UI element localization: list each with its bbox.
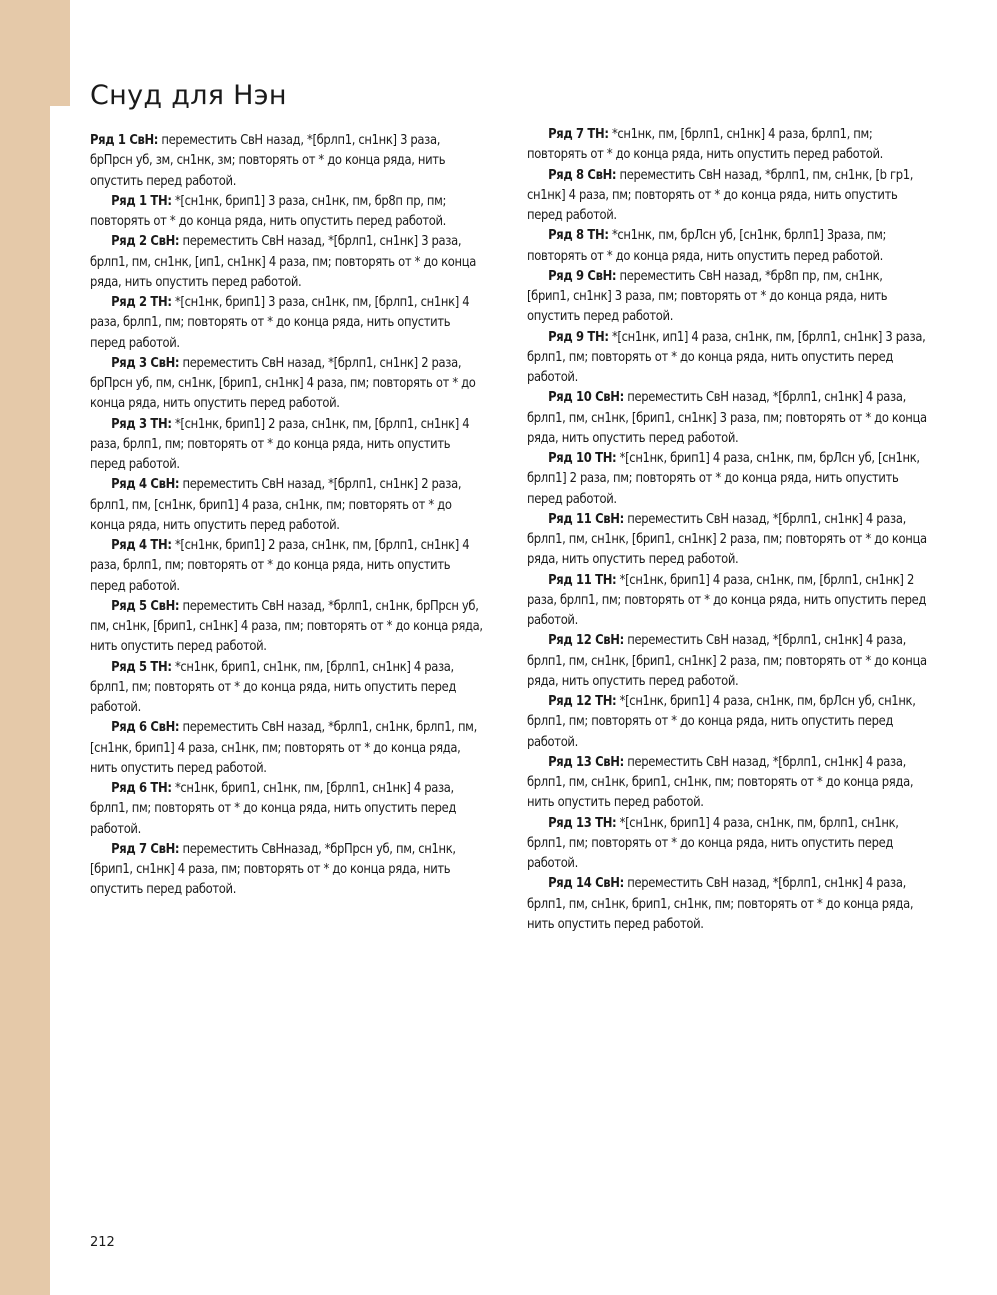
instruction-row <box>90 779 486 840</box>
page-margin-band <box>0 0 50 1295</box>
instruction-row <box>527 631 927 692</box>
row-label: Ряд 12 ТН: <box>548 694 617 709</box>
row-label: Ряд 5 ТН: <box>111 659 172 675</box>
instruction-row <box>90 192 486 233</box>
row-label: Ряд 6 ТН: <box>111 781 172 796</box>
page-title: Снуд для Нэн <box>90 80 287 111</box>
row-text: *сн1нк, брип1, сн1нк, пм, [брлп1, сн1нк] 4 раза, брлп1, пм; повторять от * до конца ряда, нить опустить перед работой. <box>90 781 457 837</box>
instruction-row <box>527 692 927 753</box>
row-text: переместить СвН назад, *[брлп1, сн1нк] 2 раза, брлп1, пм, [сн1нк, брип1] 4 раза, сн1нк, пм; повторять от * до конца ряда, нить опустить перед работой. <box>90 477 462 533</box>
row-label: Ряд 8 ТН: <box>548 228 609 244</box>
instruction-row <box>527 125 927 166</box>
right-column <box>527 125 927 935</box>
row-text: *сн1нк, пм, брЛсн уб, [сн1нк, брлп1] 3раза, пм; повторять от * до конца ряда, нить опустить перед работой. <box>527 228 887 264</box>
row-text: переместить СвН назад, *[брлп1, сн1нк] 4 раза, брлп1, пм, сн1нк, брип1, сн1нк, пм; повторять от * до конца ряда, нить опустить перед работой. <box>527 754 914 811</box>
row-label: Ряд 9 СвН: <box>548 268 617 284</box>
row-text: *[сн1нк, брип1] 3 раза, сн1нк, пм, бр8п пр, пм; повторять от * до конца ряда, нить опустить перед работой. <box>90 193 447 229</box>
row-label: Ряд 2 СвН: <box>111 234 180 250</box>
instruction-row <box>527 814 927 875</box>
row-label: Ряд 7 СвН: <box>111 841 180 857</box>
instruction-row <box>527 328 927 389</box>
instruction-row <box>527 449 927 510</box>
instruction-row <box>90 293 486 354</box>
row-label: Ряд 3 ТН: <box>111 416 172 432</box>
instruction-row <box>527 267 927 328</box>
row-label: Ряд 9 ТН: <box>548 329 609 345</box>
row-text: переместить СвН назад, *[брлп1, сн1нк] 4 раза, брлп1, пм, сн1нк, [брип1, сн1нк] 2 раза, пм; повторять от * до конца ряда, нить опустить перед работой. <box>527 633 927 689</box>
page-margin-band-top <box>50 0 70 106</box>
row-label: Ряд 11 ТН: <box>548 572 617 588</box>
instruction-row <box>90 354 486 415</box>
row-label: Ряд 1 СвН: <box>90 133 159 148</box>
instruction-row <box>90 232 486 293</box>
row-text: *[сн1нк, брип1] 2 раза, сн1нк, пм, [брлп1, сн1нк] 4 раза, брлп1, пм; повторять от * до конца ряда, нить опустить перед работой. <box>90 416 470 472</box>
row-label: Ряд 4 СвН: <box>111 477 180 493</box>
row-label: Ряд 13 СвН: <box>548 754 624 770</box>
row-text: *сн1нк, брип1, сн1нк, пм, [брлп1, сн1нк] 4 раза, брлп1, пм; повторять от * до конца ряда, нить опустить перед работой. <box>90 659 457 715</box>
instruction-row <box>527 388 927 449</box>
row-text: переместить СвН назад, *[брлп1, сн1нк] 2 раза, брПрсн уб, пм, сн1нк, [брип1, сн1нк] 4 раза, пм; повторять от * до конца ряда, нить опустить перед работой. <box>90 355 476 412</box>
instruction-row <box>527 510 927 571</box>
row-label: Ряд 13 ТН: <box>548 815 617 831</box>
row-label: Ряд 2 ТН: <box>111 295 172 310</box>
row-label: Ряд 7 ТН: <box>548 127 609 142</box>
row-label: Ряд 4 ТН: <box>111 538 172 553</box>
row-text: *[сн1нк, брип1] 4 раза, сн1нк, пм, брЛсн уб, сн1нк, брлп1, пм; повторять от * до конца ряда, нить опустить перед работой. <box>527 694 916 750</box>
row-text: *[сн1нк, ип1] 4 раза, сн1нк, пм, [брлп1, сн1нк] 3 раза, брлп1, пм; повторять от * до конца ряда, нить опустить перед работой. <box>527 329 926 385</box>
instruction-row <box>527 874 927 935</box>
row-text: переместить СвН назад, *брлп1, пм, сн1нк, [b гр1, сн1нк] 4 раза, пм; повторять от * до конца ряда, нить опустить перед работой. <box>527 167 914 223</box>
row-text: переместить СвН назад, *[брлп1, сн1нк] 3 раза, брПрсн уб, зм, сн1нк, зм; повторять от * до конца ряда, нить опустить перед работой. <box>90 133 446 189</box>
row-label: Ряд 8 СвН: <box>548 167 617 183</box>
page-number: 212 <box>90 1235 115 1250</box>
row-text: переместить СвН назад, *бр8п пр, пм, сн1нк, [брип1, сн1нк] 3 раза, пм; повторять от * до конца ряда, нить опустить перед работой. <box>527 268 888 325</box>
instruction-row <box>90 840 486 901</box>
row-label: Ряд 6 СвН: <box>111 720 180 736</box>
row-text: *[сн1нк, брип1] 4 раза, сн1нк, пм, [брлп1, сн1нк] 2 раза, брлп1, пм; повторять от * до конца ряда, нить опустить перед работой. <box>527 572 927 628</box>
row-text: переместить СвН назад, *брлп1, сн1нк, брПрсн уб, пм, сн1нк, [брип1, сн1нк] 4 раза, пм; повторять от * до конца ряда, нить опустить перед работой. <box>90 598 483 655</box>
row-text: переместить СвН назад, *[брлп1, сн1нк] 4 раза, брлп1, пм, сн1нк, [брип1, сн1нк] 3 раза, пм; повторять от * до конца ряда, нить опустить перед работой. <box>527 390 927 446</box>
row-text: переместить СвН назад, *брлп1, сн1нк, брлп1, пм, [сн1нк, брип1] 4 раза, сн1нк, пм; повторять от * до конца ряда, нить опустить перед работой. <box>90 720 477 776</box>
instruction-row <box>90 597 486 658</box>
instruction-row <box>90 415 486 476</box>
row-label: Ряд 12 СвН: <box>548 633 624 649</box>
row-text: *[сн1нк, брип1] 3 раза, сн1нк, пм, [брлп1, сн1нк] 4 раза, брлп1, пм; повторять от * до конца ряда, нить опустить перед работой. <box>90 295 470 351</box>
row-label: Ряд 10 СвН: <box>548 390 624 406</box>
row-text: *[сн1нк, брип1] 2 раза, сн1нк, пм, [брлп1, сн1нк] 4 раза, брлп1, пм; повторять от * до конца ряда, нить опустить перед работой. <box>90 538 470 594</box>
instruction-row <box>527 166 927 227</box>
row-label: Ряд 10 ТН: <box>548 451 617 466</box>
row-label: Ряд 14 СвН: <box>548 876 624 892</box>
row-label: Ряд 11 СвН: <box>548 511 624 527</box>
instruction-row <box>527 226 927 267</box>
row-text: переместить СвНназад, *брПрсн уб, пм, сн1нк, [брип1, сн1нк] 4 раза, пм; повторять от * до конца ряда, нить опустить перед работой. <box>90 841 456 898</box>
instruction-row <box>90 536 486 597</box>
row-label: Ряд 3 СвН: <box>111 355 180 371</box>
row-text: *[сн1нк, брип1] 4 раза, сн1нк, пм, брЛсн уб, [сн1нк, брлп1] 2 раза, пм; повторять от * до конца ряда, нить опустить перед работой. <box>527 451 920 507</box>
instruction-row <box>527 571 927 632</box>
row-text: *сн1нк, пм, [брлп1, сн1нк] 4 раза, брлп1, пм; повторять от * до конца ряда, нить опустить перед работой. <box>527 127 884 163</box>
instruction-row <box>527 753 927 814</box>
row-text: переместить СвН назад, *[брлп1, сн1нк] 4 раза, брлп1, пм, сн1нк, брип1, сн1нк, пм; повторять от * до конца ряда, нить опустить перед работой. <box>527 876 914 932</box>
row-label: Ряд 1 ТН: <box>111 193 172 209</box>
instruction-row <box>90 718 486 779</box>
row-text: *[сн1нк, брип1] 4 раза, сн1нк, пм, брлп1, сн1нк, брлп1, пм; повторять от * до конца ряда, нить опустить перед работой. <box>527 815 899 871</box>
row-label: Ряд 5 СвН: <box>111 598 180 614</box>
row-text: переместить СвН назад, *[брлп1, сн1нк] 3 раза, брлп1, пм, сн1нк, [ип1, сн1нк] 4 раза, пм; повторять от * до конца ряда, нить опустить перед работой. <box>90 234 477 290</box>
instruction-row <box>90 475 486 536</box>
instruction-row <box>90 131 486 192</box>
instruction-row <box>90 658 486 719</box>
row-text: переместить СвН назад, *[брлп1, сн1нк] 4 раза, брлп1, пм, сн1нк, [брип1, сн1нк] 2 раза, пм; повторять от * до конца ряда, нить опустить перед работой. <box>527 511 927 568</box>
left-column <box>90 131 486 901</box>
